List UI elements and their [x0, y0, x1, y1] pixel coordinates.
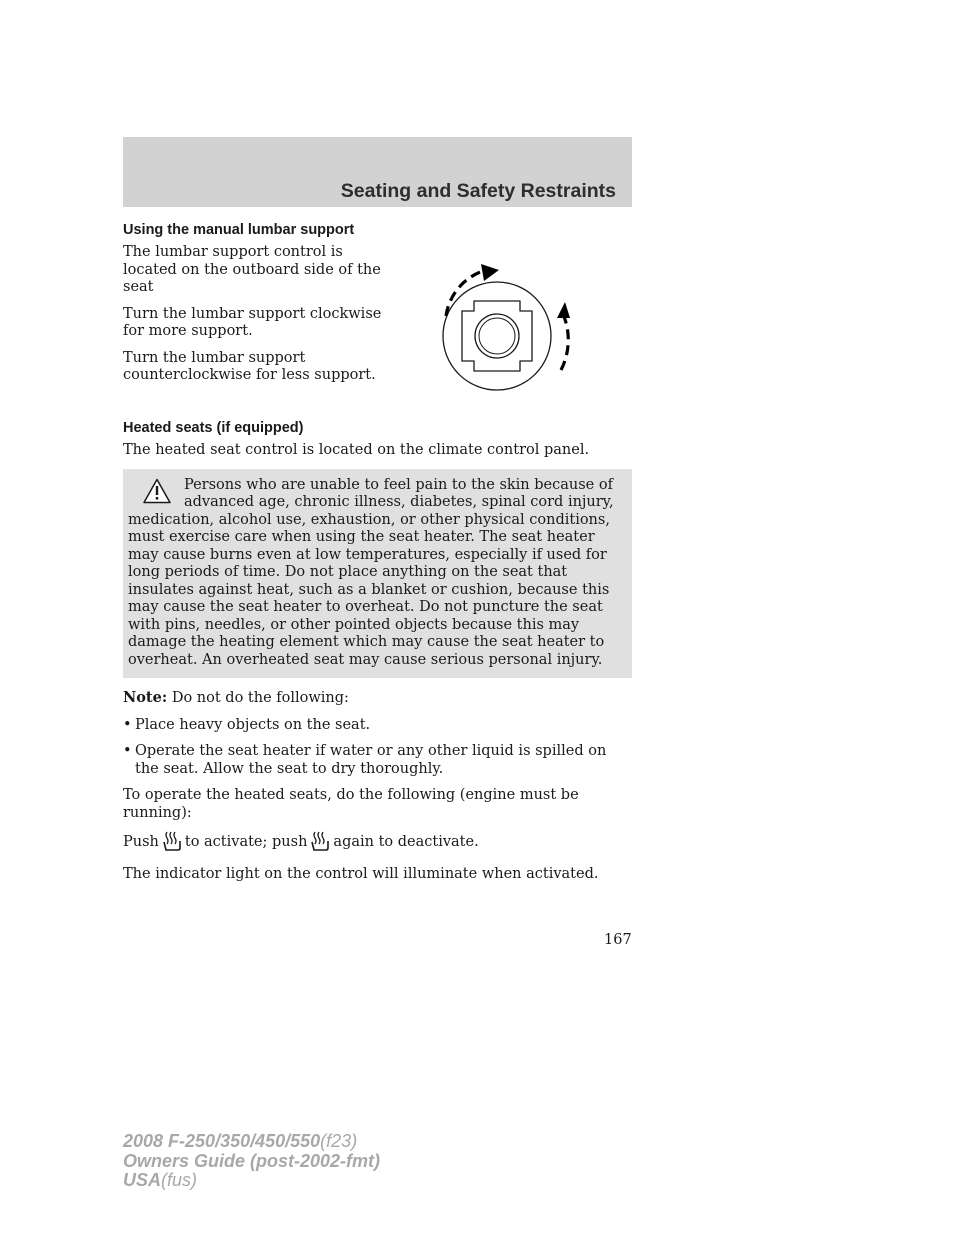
note-label: Note:: [123, 689, 168, 706]
list-item: [123, 743, 632, 778]
lumbar-location-text: The lumbar support control is located on the outboard side of the seat: [123, 244, 381, 295]
indicator-text: The indicator light on the control will illuminate when activated.: [123, 865, 599, 882]
page-content: [123, 222, 632, 892]
footer-market: USA: [123, 1170, 162, 1190]
bullet-icon: •: [123, 716, 132, 733]
note: [123, 689, 632, 708]
footer: [123, 1132, 380, 1191]
footer-market-code: (fus): [161, 1170, 198, 1190]
bullet-icon: •: [123, 743, 132, 759]
footer-guide: Owners Guide (post-2002-fmt): [123, 1150, 381, 1171]
list-item-text: Place heavy objects on the seat.: [135, 716, 371, 733]
heated-seat-icon: [311, 831, 329, 857]
header-band: [123, 137, 632, 207]
lumbar-counterclockwise-text: Turn the lumbar support counterclockwise for less support.: [123, 349, 376, 383]
operate-instructions: To operate the heated seats, do the following (engine must be running):: [123, 787, 579, 821]
lumbar-heading: Using the manual lumbar support: [123, 222, 355, 238]
lumbar-text: [123, 222, 393, 385]
footer-line-3: [123, 1171, 380, 1191]
warning-box: [123, 469, 632, 679]
heated-seats-heading: Heated seats (if equipped): [123, 420, 304, 436]
warning-text: Persons who are unable to feel pain to the skin because of advanced age, chronic illness, diabetes, spinal cord injury, medication, alcohol use, exhaustion, or other physical conditions, must exercise care when using the seat heater. The seat heater may cause burns even at low temperatures, especially if used for long periods of time. Do not place anything on the seat that insulates against heat, such as a blanket or cushion, because this may cause the seat heater to overheat. Do not puncture the seat with pins, needles, or other pointed objects because this may damage the heating element which may cause the seat heater to overheat. An overheated seat may cause serious personal injury.: [128, 476, 614, 668]
page-number: 167: [604, 932, 632, 948]
note-text: Do not do the following:: [171, 690, 349, 706]
lumbar-knob-diagram: [433, 254, 593, 403]
push-instructions: [123, 831, 632, 857]
list-item-text: Operate the seat heater if water or any other liquid is spilled on the seat. Allow the seat to dry thoroughly.: [135, 743, 607, 777]
list-item: [123, 717, 632, 735]
push-text-end: again to deactivate.: [333, 834, 479, 850]
heated-seat-icon: [163, 831, 181, 857]
push-text-middle: to activate; push: [184, 834, 308, 850]
warning-triangle-icon: [143, 478, 171, 504]
lumbar-clockwise-text: Turn the lumbar support clockwise for more support.: [123, 305, 382, 339]
footer-line-1: [123, 1132, 380, 1152]
footer-line-2: [123, 1152, 380, 1172]
lumbar-section: [123, 222, 632, 420]
heated-seats-intro: The heated seat control is located on the climate control panel.: [123, 442, 590, 458]
page-section-title: Seating and Safety Restraints: [340, 180, 616, 202]
push-text-start: Push: [123, 834, 159, 850]
footer-model-code: (f23): [320, 1131, 358, 1151]
footer-model: 2008 F-250/350/450/550: [123, 1131, 321, 1151]
